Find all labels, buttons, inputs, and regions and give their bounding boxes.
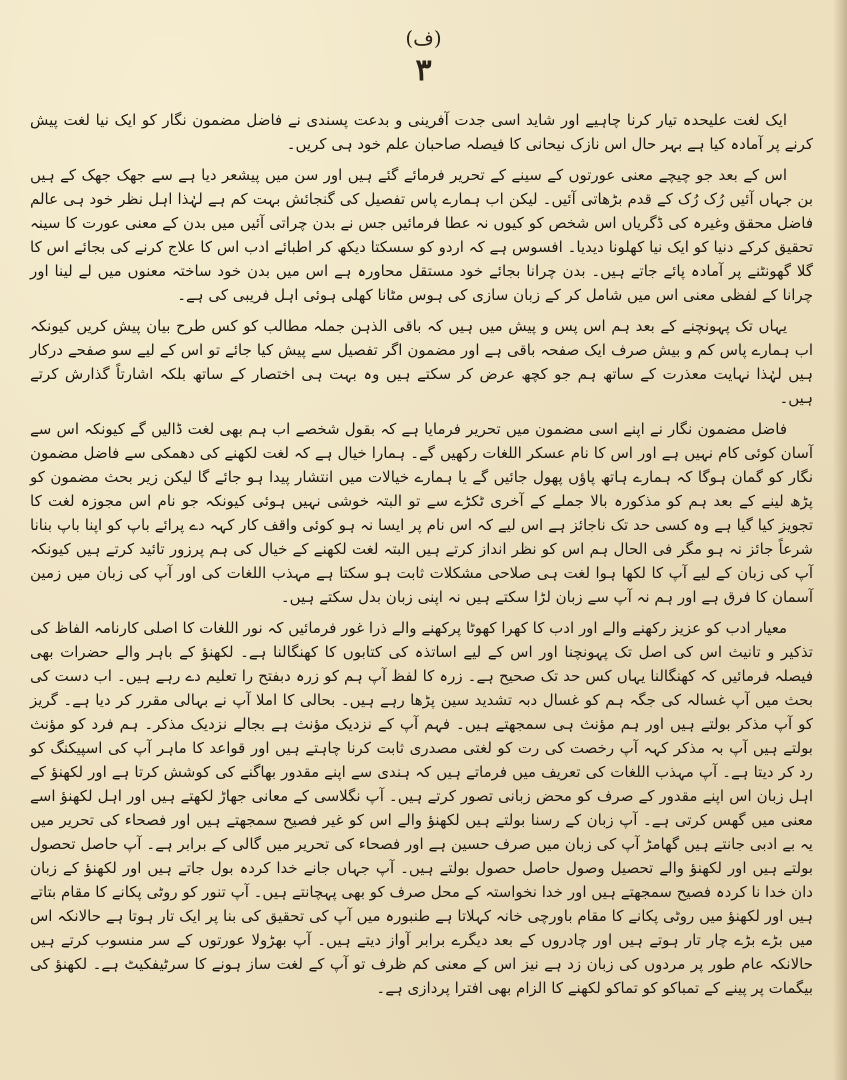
paragraph: ایک لغت علیحدہ تیار کرنا چاہیے اور شاید اسی جدت آفرینی و بدعت پسندی نے فاضل مضمون نگار کو ایک نیا لغت پیش کرنے پر آمادہ کیا ہے بہر حال اس نازک نیحانی کا فیصلہ صاحبان علم خود ہی کریں۔	[30, 111, 813, 153]
paragraph: معیار ادب کو عزیز رکھنے والے اور ادب کا کھرا کھوٹا پرکھنے والے ذرا غور فرمائیں کہ نور اللغات کا اصلی کارنامہ الفاظ کی تذکیر و تانیث اس کی اصل تک پہونچنا اور اس کے لیے اساتذہ کی کتابوں کا کھنگالنا ہے۔ لکھنؤ کے باہر والے حضرات بھی فیصلہ فرمائیں کہ کھنگالنا یہاں کس حد تک صحیح ہے۔ زرہ کا لفظ آپ ہم کو زرہ دبفتح را تعلیم دے رہے ہیں۔ اب دست کی بحث میں آپ غسالہ کی جگہ ہم کو غسال دبہ تشدید سین پڑھا رہے ہیں۔ بحالی کا املا آپ نے بہالی مقرر کر دیا ہے۔ گریز کو آپ مذکر بولتے ہیں اور ہم مؤنث ہی سمجھتے ہیں۔ فہم آپ کے نزدیک مؤنث ہے بجالے نزدیک مذکر۔ ہم فرد کو مؤنث بولتے ہیں آپ بہ مذکر کہہ آپ رخصت کی رت کو لغتی مصدری ثابت کرنا چاہتے ہیں اور قواعد کا ماہر آپ کی اسپیکنگ کو رد کر دیتا ہے۔ آپ مہذب اللغات کی تعریف میں فرماتے ہیں کہ ہندی سے اپنے مقدور بھاگنے کی کوشش کرتا ہے اور لکھنؤ کے اہل زبان اس اپنے مقدور کے صرف کو محض زبانی تصور کرتے ہیں۔ آپ نگلاسی کے معانی جھاڑ لکھتے ہیں اور اہل لکھنؤ اسے معنی میں گھس کرتی ہے۔ آپ زبان کے رسنا بولتے ہیں لکھنؤ والے اس کو غیر فصیح سمجھتے ہیں اور فصحاء کی تحریر میں یہ بے ادبی جانتے ہیں گھامڑ آپ کی زبان میں صرف حسین ہے اور فصحاء کی تحریر میں گالی کے برابر ہے۔ آپ حاصل تحصول بولتے ہیں اور لکھنؤ والے تحصیل وصول حاصل حصول بولتے ہیں۔ آپ جہاں جانے خدا کردہ بول جاتے ہیں اور لکھنؤ کے زبان دان خدا نا کردہ فصیح سمجھتے ہیں اور خدا نخواستہ کے محل صرف کو بھی پہچانتے ہیں۔ آپ تنور کو روٹی پکانے کا مقام بتاتے ہیں اور لکھنؤ میں روٹی پکانے کا مقام باورچی خانہ کہلاتا ہے طنبورہ میں آپ کی تحقیق کی بنا پر ایک تار ہوتا ہے حالانکہ اس میں بڑے بڑے چار تار ہوتے ہیں اور چادروں کے بعد دیگرے برابر آواز دیتے ہیں۔ آپ بھڑولا عورتوں کے سر منسوب کرتے ہیں حالانکہ عام طور پر مردوں کی زبان زد ہے نیز اس کے معنی کم ظرف تو آپ کے لغت ساز ہونے کا سرٹیفکیٹ ہے۔ لکھنؤ کی بیگمات پر پینے کے تمباکو کو تماکو لکھنے کا الزام بھی افترا پردازی ہے۔	[30, 619, 813, 997]
paragraph: اس کے بعد جو چیچے معنی عورتوں کے سینے کے تحریر فرمائے گئے ہیں اور سن میں پیشعر دیا ہے سے جھک جھک کے ہیں بن جہاں آئیں رُک رُک کے قدم بڑھاتی آئیں۔ لیکن اب ہمارے پاس تفصیل کی گنجائش بہت کم ہے لہٰذا اہل نظر خود ہی عالم فاضل محقق وغیرہ کی ڈگریاں اس شخص کو کیوں نہ عطا فرمائیں جس نے بدن چراتی آئیں میں بدن کے معنی عورت کا سینہ تحقیق کرکے دنیا کو ایک نیا کھلونا دیدیا۔ افسوس ہے کہ اردو کو سسکتا دیکھ کر اطبائے ادب اس کا علاج کرنے کی بجائے اس کا گلا گھونٹنے پر آمادہ پائے جاتے ہیں۔ بدن چرانا بجائے خود مستقل محاورہ ہے اس میں بدن خود ساختہ معنوں میں لے لینا اور چرانا کے لفظی معنی اس میں شامل کر کے زبان سازی کی ہوس مٹانا کھلی ہوئی اہل فریبی کی ہے۔	[30, 166, 813, 304]
page-number: ٣	[415, 53, 432, 88]
page-edge-shadow	[833, 0, 847, 1080]
paragraph: فاضل مضمون نگار نے اپنے اسی مضمون میں تحریر فرمایا ہے کہ بقول شخصے اب ہم بھی لغت ڈالیں گے کیونکہ اس سے آسان کوئی کام نہیں ہے اور اس کا نام عسکر اللغات رکھیں گے۔ ہمارا خیال ہے کہ لغت لکھنے کی دھمکی سے فاضل مضمون نگار کو گمان ہوگا کہ ہمارے ہاتھ پاؤں پھول جائیں گے یا ہمارے خیالات میں انتشار پیدا ہو جائے گا لیکن زیر بحث مضمون کو پڑھ لینے کے بعد ہم کو مذکورہ بالا جملے کے آخری ٹکڑے سے تو البتہ خوشی نہیں ہوئی کیونکہ جو نام اس مجوزہ لغت کا تجویز کیا گیا ہے وہ کسی حد تک ناجائز ہے اس لیے کہ اس نام پر ایسا نہ ہو کوئی واقف کار کہہ دے پرائے باپ کو اپنا باپ بنانا شرعاً جائز نہ ہو مگر فی الحال ہم اس کو نظر انداز کرتے ہیں البتہ لغت لکھنے کے خیال کی ہم پرزور تائید کرتے ہیں کیونکہ آپ کی زبان کے لیے آپ کا لکھا ہوا لغت ہی صلاحی مشکلات ثابت ہو سکتا ہے مہذب اللغات کی اور آپ کی زبان میں زمین آسمان کا فرق ہے اور ہم نہ آپ سے زبان لڑا سکتے ہیں نہ اپنی زبان بدل سکتے ہیں۔	[30, 420, 813, 606]
paragraph: یہاں تک پہونچنے کے بعد ہم اس پس و پیش میں ہیں کہ باقی الذہن جملہ مطالب کو کس طرح بیان پیش کریں کیونکہ اب ہمارے پاس کم و بیش صرف ایک صفحہ باقی ہے اور مضمون اگر تفصیل سے پیش کیا جائے تو اس کے لیے سو صفحے درکار ہیں لہٰذا نہایت معذرت کے ساتھ ہم جو کچھ عرض کر سکتے ہیں وہ بہت ہی اختصار کے ساتھ بلکہ اشارتاً گذارش کرتے ہیں۔	[30, 317, 813, 407]
section-mark: (ف)	[405, 26, 442, 50]
body-text	[30, 108, 813, 1060]
page-header	[0, 26, 847, 88]
